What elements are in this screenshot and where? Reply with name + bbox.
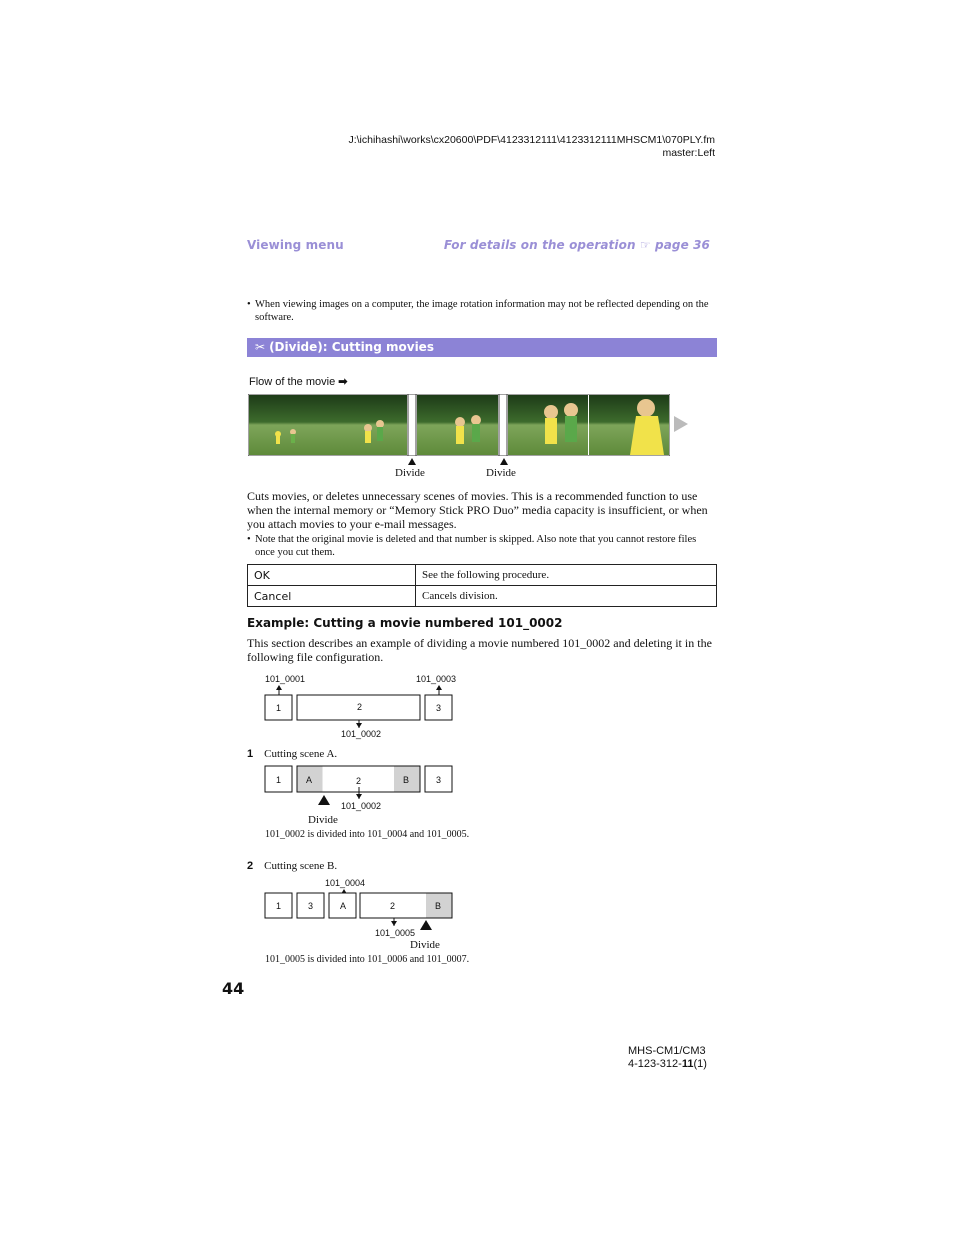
option-cancel-desc: Cancels division. [416, 586, 717, 607]
step1-result: 101_0002 is divided into 101_0004 and 101_0005. [265, 829, 470, 840]
section-title: (Divide): Cutting movies [269, 340, 434, 354]
divide-label-2: Divide [486, 467, 516, 479]
step2 [247, 858, 337, 873]
diag1-box1: 1 [276, 775, 282, 785]
file-path-line1: J:\ichihashi\works\cx20600\PDF\4123312111\4123312111MHSCM1\070PLY.fm [348, 134, 715, 146]
movie-filmstrip [248, 394, 670, 456]
model-line2-suffix: (1) [693, 1058, 707, 1070]
divide-marker-2-icon [500, 458, 508, 465]
diag0-top-right: 101_0003 [416, 674, 457, 684]
diag0-box2: 2 [357, 702, 363, 712]
description: Cuts movies, or deletes unnecessary scenes of movies. This is a recommended function to use when the internal memory or “Memory Stick PRO Duo” media capacity is insufficient, or when you attach movies to your e-mail messages. [247, 489, 708, 531]
diag2-box1: 1 [276, 901, 282, 911]
rotation-note: • When viewing images on a computer, the image rotation information may not be reflected depending on the software. [247, 298, 715, 324]
file-path-line2: master:Left [662, 147, 715, 159]
frame-5 [589, 395, 669, 455]
example-title: Example: Cutting a movie numbered 101_0002 [247, 616, 563, 630]
model-line1: MHS-CM1/CM3 [628, 1045, 706, 1057]
diag0-box1: 1 [276, 703, 282, 713]
arrow-right-icon: ➡ [338, 376, 348, 388]
header-section-name: Viewing menu [247, 238, 344, 252]
divide-marker-1-icon [408, 458, 416, 465]
option-ok-label: OK [248, 565, 416, 586]
step1-text: Cutting scene A. [264, 748, 338, 760]
diag2-a: A [340, 901, 347, 911]
page-number: 44 [222, 979, 245, 998]
model-line2-prefix: 4-123-312- [628, 1058, 682, 1070]
example-intro: This section describes an example of dividing a movie numbered 101_0002 and deleting it in the following file configuration. [247, 636, 712, 664]
table-row [248, 565, 717, 586]
flow-label [249, 375, 347, 388]
diag1-bottom: 101_0002 [341, 801, 382, 811]
play-next-icon [674, 416, 688, 432]
frame-1 [249, 395, 328, 455]
diag0-bottom: 101_0002 [341, 729, 382, 739]
rotation-note-text: When viewing images on a computer, the image rotation information may not be reflected depending on the software. [255, 299, 709, 323]
option-cancel-label: Cancel [248, 586, 416, 607]
diag2-b: B [435, 901, 442, 911]
diag1-box3: 3 [436, 775, 442, 785]
step2-number: 2 [247, 860, 254, 872]
diag2-divide: Divide [410, 939, 440, 951]
diag2-box3: 3 [308, 901, 314, 911]
section-title-bar [247, 338, 717, 357]
delete-note: • Note that the original movie is deleted and that number is skipped. Also note that you cannot restore files once you cut them. [247, 533, 715, 559]
frame-2 [328, 395, 407, 455]
diag1-box2: 2 [356, 776, 362, 786]
scissors-icon: ✂ [255, 340, 266, 354]
frame-4 [508, 395, 588, 455]
diagram2-svg [262, 888, 462, 932]
frame-3 [417, 395, 498, 455]
diag0-top-left: 101_0001 [265, 674, 306, 684]
model-line2-bold: 11 [681, 1058, 694, 1070]
diag0-box3: 3 [436, 703, 442, 713]
table-row [248, 586, 717, 607]
delete-note-text: Note that the original movie is deleted and that number is skipped. Also note that you cannot restore files once you cut them. [255, 534, 697, 558]
filmstrip-svg [248, 394, 670, 456]
divide-label-1: Divide [395, 467, 425, 479]
file-path [348, 134, 715, 160]
diag2-bottom: 101_0005 [375, 928, 416, 938]
diag1-a: A [306, 775, 313, 785]
diag1-b: B [403, 775, 410, 785]
flow-label-text: Flow of the movie [249, 376, 336, 388]
model-info [628, 1045, 707, 1071]
options-table [247, 564, 717, 607]
model-line2 [628, 1058, 707, 1071]
step2-text: Cutting scene B. [264, 860, 338, 872]
step1-number: 1 [247, 748, 254, 760]
diag2-box2: 2 [390, 901, 396, 911]
header-reference: For details on the operation ☞ page 36 [443, 238, 710, 252]
diag2-top: 101_0004 [325, 878, 366, 888]
option-ok-desc: See the following procedure. [416, 565, 717, 586]
diag1-divide: Divide [308, 814, 338, 826]
step1 [247, 746, 337, 761]
step2-result: 101_0005 is divided into 101_0006 and 101_0007. [265, 954, 470, 965]
